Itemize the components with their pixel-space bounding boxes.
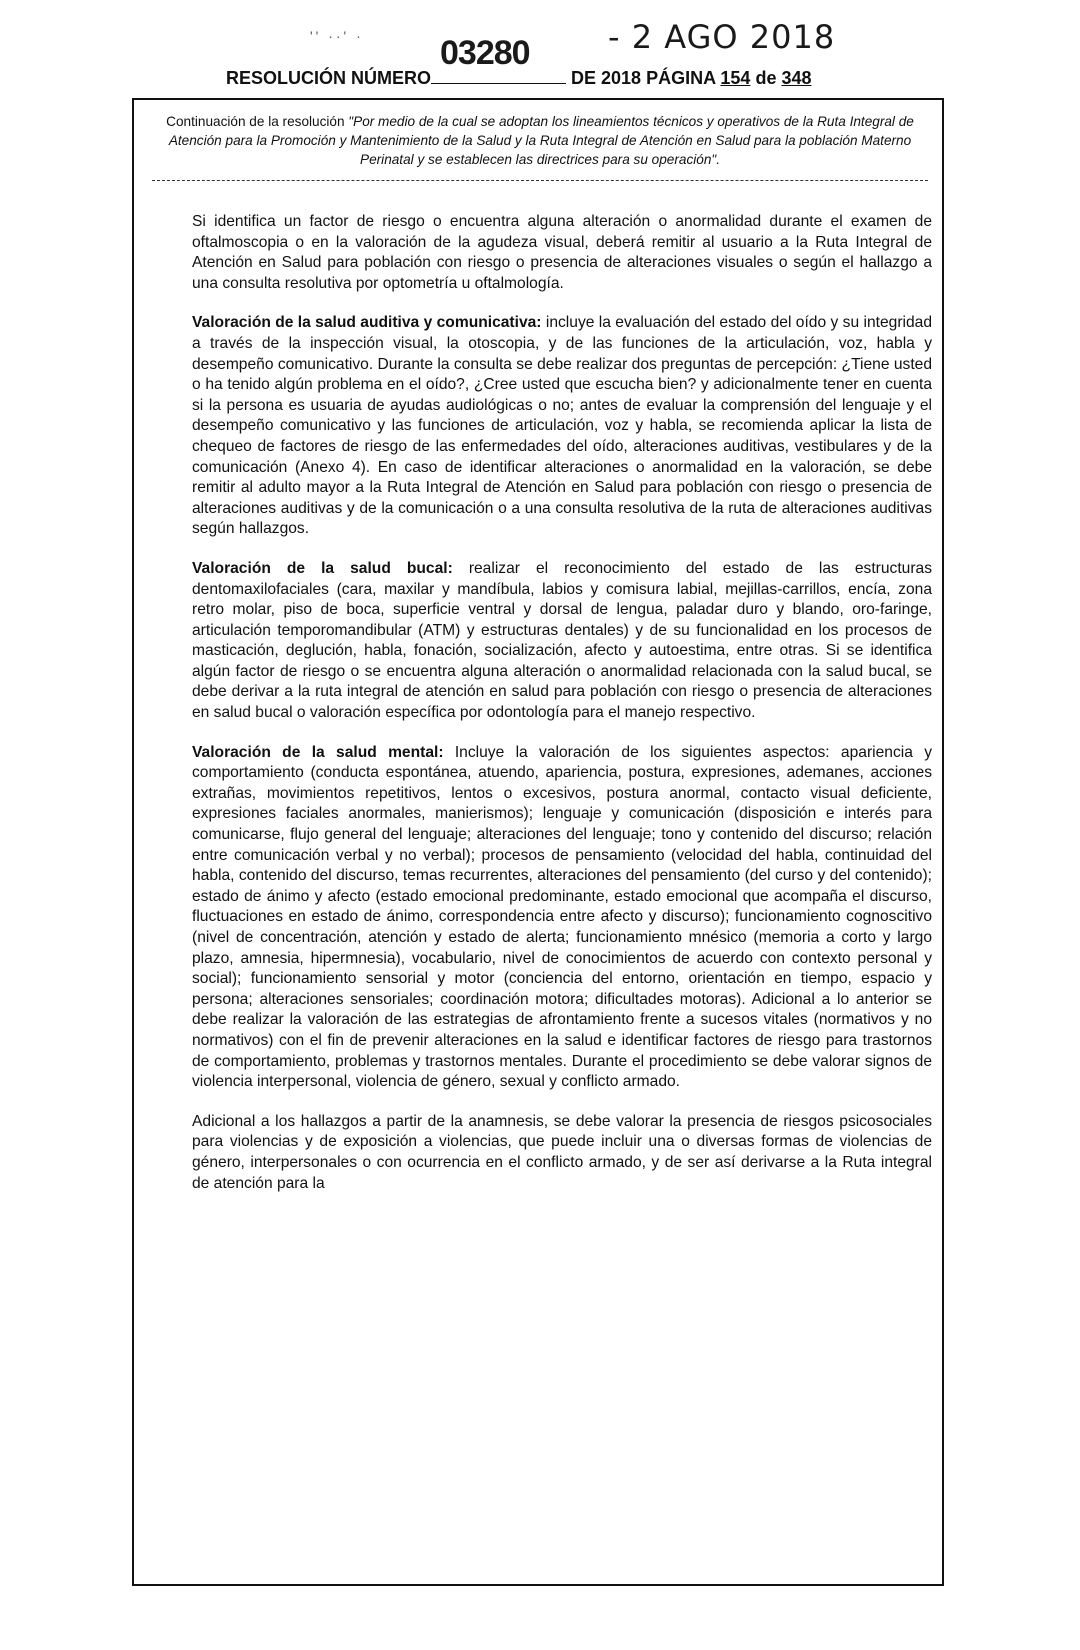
page-number: 154: [720, 68, 751, 88]
paragraph-psychosocial-risks: [192, 1112, 932, 1194]
stamp-marks: '' ··' ·: [310, 28, 364, 44]
document-body: [192, 212, 932, 1213]
continuation-title: "Por medio de la cual se adoptan los lineamientos técnicos y operativos de la Ruta Integral de Atención para la Promoción y Mantenimiento de la Salud y la Ruta Integral de Atención en Salud para la población Materno Perinatal y se establecen las directrices para su operación".: [168, 114, 914, 167]
paragraph-visual-referral: [192, 212, 932, 294]
paragraph-text: Adicional a los hallazgos a partir de la anamnesis, se debe valorar la presencia de riesgos psicosociales para violencias y de exposición a violencias, que puede incluir una o diversas formas de violencias de género, interpersonales o con ocurrencia en el conflicto armado, y de ser así derivarse a la Ruta integral de atención para la: [192, 1112, 932, 1192]
paragraph-heading: Valoración de la salud bucal:: [192, 559, 453, 577]
page-header: [226, 68, 866, 89]
date-stamp: - 2 AGO 2018: [608, 18, 836, 56]
paragraph-heading: Valoración de la salud mental:: [192, 743, 444, 761]
dashed-separator: [152, 180, 928, 181]
page-total: 348: [781, 68, 812, 88]
paragraph-text: realizar el reconocimiento del estado de las estructuras dentomaxilofaciales (cara, maxilar y mandíbula, labios y comisura labial, mejillas-carrillos, encía, zona retro molar, piso de boca, superficie ventral y dorsal de lengua, paladar duro y blando, oro-faringe, articulación temporomandibular (ATM) y estructuras dentales) y de su funcionalidad en los procesos de masticación, deglución, habla, fonación, socialización, afecto y autoestima, entre otras. Si se identifica algún factor de riesgo o se encuentra alguna alteración o anormalidad relacionada con la salud bucal, se debe derivar a la ruta integral de atención en salud para población con riesgo o presencia de alteraciones en salud bucal o valoración específica por odontología para el manejo respectivo.: [192, 559, 932, 722]
resolution-number-stamp: 03280: [440, 34, 530, 72]
header-of: de: [750, 68, 782, 88]
header-middle: DE 2018 PÁGINA: [566, 68, 721, 88]
paragraph-oral-health: [192, 559, 932, 724]
header-prefix: RESOLUCIÓN NÚMERO: [226, 68, 432, 88]
continuation-lead: Continuación de la resolución: [166, 114, 349, 129]
paragraph-text: Incluye la valoración de los siguientes aspectos: apariencia y comportamiento (conducta espontánea, atuendo, apariencia, postura, expresiones, ademanes, acciones extrañas, movimientos repetitivos, lentos o excesivos, postura anormal, contacto visual deficiente, expresiones faciales anormales, manierismos); lenguaje y comunicación (disposición e interés para comunicarse, flujo general del lenguaje; alteraciones del lenguaje; tono y contenido del discurso; relación entre comunicación verbal y no verbal); procesos de pensamiento (velocidad del habla, continuidad del habla, contenido del discurso, temas recurrentes, alteraciones del pensamiento (del curso y del contenido); estado de ánimo y afecto (estado emocional predominante, estado emocional que acompaña el discurso, fluctuaciones en estado de ánimo, correspondencia entre afecto y discurso); funcionamiento cognoscitivo (nivel de concentración, atención y estado de alerta; funcionamiento mnésico (memoria a corto y largo plazo, amnesia, hipermnesia), vocabulario, nivel de conocimientos de acuerdo con contexto personal y social); funcionamiento sensorial y motor (conciencia del entorno, orientación en tiempo, espacio y persona; alteraciones sensoriales; coordinación motora; dificultades motoras). Adicional a lo anterior se debe realizar la valoración de las estrategias de afrontamiento frente a sucesos vitales (normativos y no normativos) con el fin de prevenir alteraciones en la salud e identificar factores de riesgo para trastornos de comportamiento, problemas y trastornos mentales. Durante el procedimiento se debe valorar signos de violencia interpersonal, violencia de género, sexual y conflicto armado.: [192, 743, 932, 1091]
paragraph-text: incluye la evaluación del estado del oído y su integridad a través de la inspección visual, la otoscopia, y de las funciones de la articulación, voz, habla y desempeño comunicativo. Durante la consulta se debe realizar dos preguntas de percepción: ¿Tiene usted o ha tenido algún problema en el oído?, ¿Cree usted que escucha bien? y adicionalmente tener en cuenta si la persona es usuaria de ayudas audiológicas o no; antes de evaluar la comprensión del lenguaje y el desempeño comunicativo y las funciones de articulación, voz y habla, se recomienda aplicar la lista de chequeo de factores de riesgo de las enfermedades del oído, alteraciones auditivas, vestibulares y de la comunicación (Anexo 4). En caso de identificar alteraciones o anormalidad en la valoración, se debe remitir al adulto mayor a la Ruta Integral de Atención en Salud para población con riesgo o presencia de alteraciones auditivas y de la comunicación o a una consulta resolutiva de la ruta de alteraciones auditivas según hallazgos.: [192, 314, 933, 538]
paragraph-mental-health: [192, 743, 932, 1093]
number-blank: [431, 69, 566, 84]
paragraph-text: Si identifica un factor de riesgo o encuentra alguna alteración o anormalidad durante el examen de oftalmoscopia o en la valoración de la agudeza visual, deberá remitir al usuario a la Ruta Integral de Atención en Salud para población con riesgo o presencia de alteraciones visuales o según el hallazgo a una consulta resolutiva por optometría u oftalmología.: [192, 213, 932, 292]
paragraph-auditory-health: [192, 313, 932, 540]
continuation-note: [152, 112, 928, 169]
paragraph-heading: Valoración de la salud auditiva y comunicativa:: [192, 314, 542, 332]
